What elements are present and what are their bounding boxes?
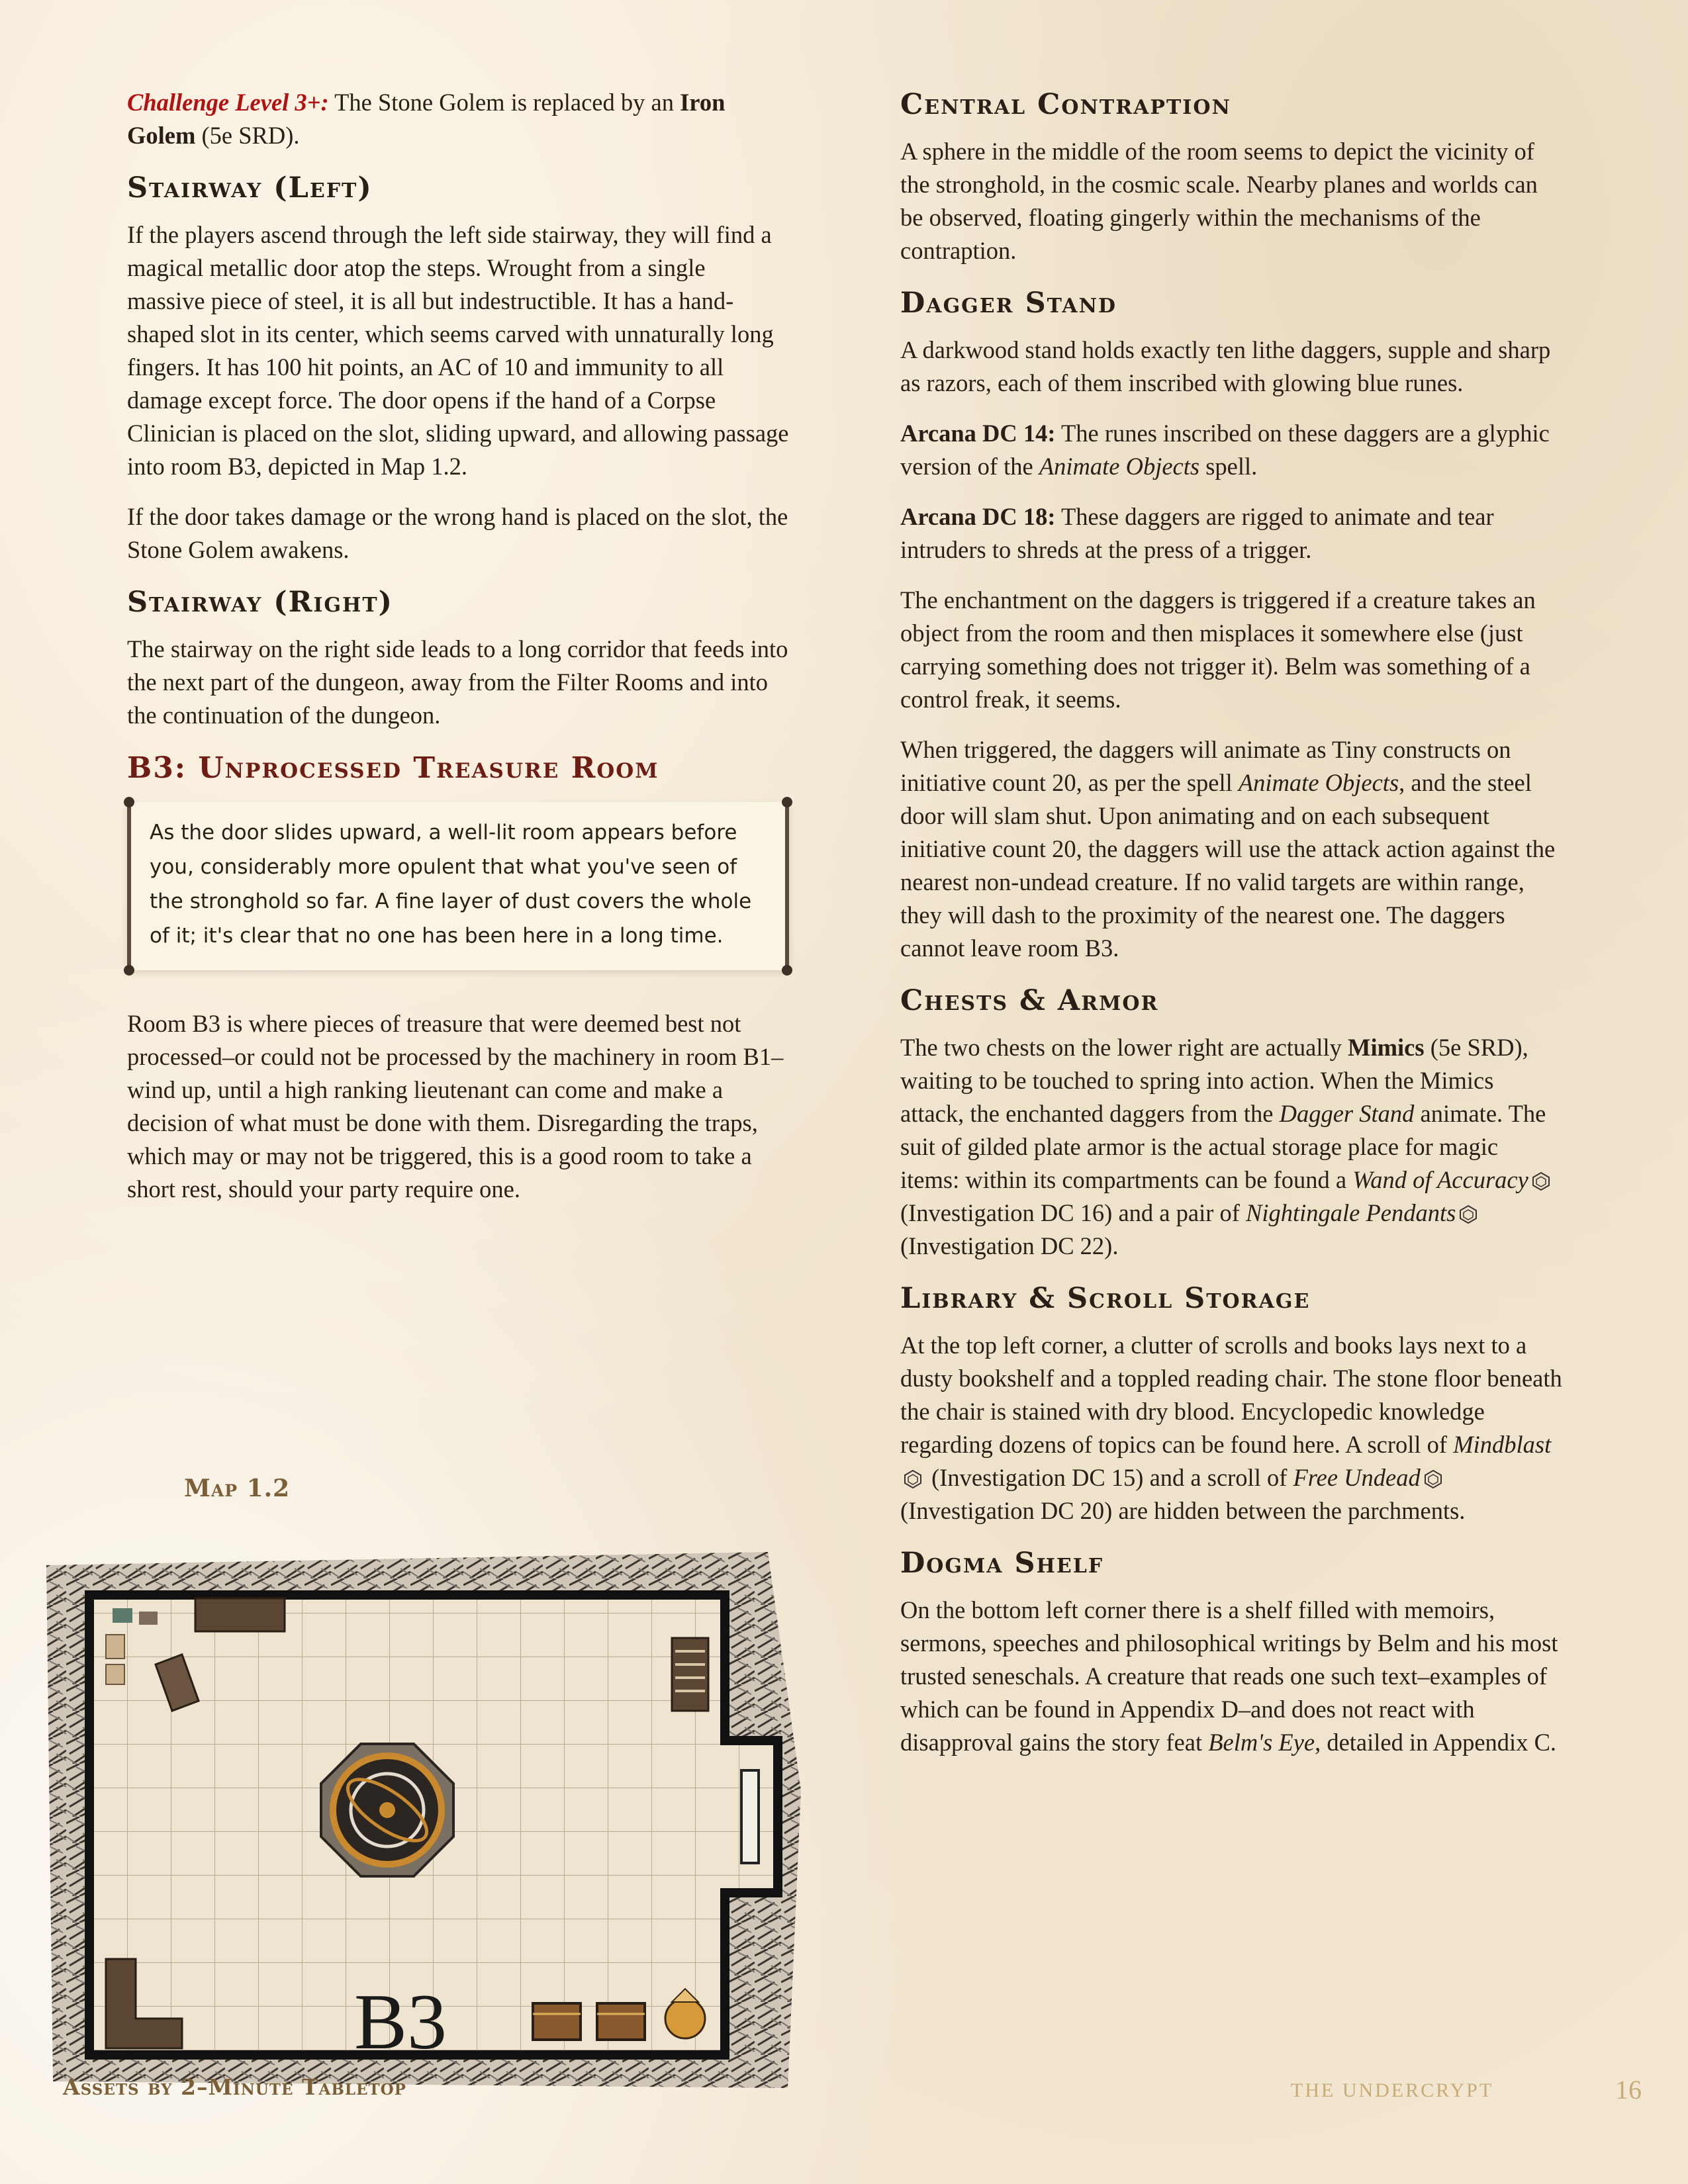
footer-book-title: THE UNDERCRYPT xyxy=(1291,2079,1494,2101)
stairway-right-heading: Stairway (Right) xyxy=(127,586,394,619)
stairway-left-heading: Stairway (Left) xyxy=(127,171,373,205)
dagger-stand-paragraph-1: A darkwood stand holds exactly ten lithe daggers, supple and sharp as razors, each of them inscribed with glowing blue runes. xyxy=(900,336,1551,396)
central-contraption-heading: Central Contraption xyxy=(900,88,1231,121)
corner-rivet-icon xyxy=(124,965,134,976)
left-column xyxy=(127,86,789,1223)
b3-room-heading: B3: Unprocessed Treasure Room xyxy=(127,751,659,785)
chests-armor-heading: Chests & Armor xyxy=(900,984,1159,1017)
page-number: 16 xyxy=(1615,2075,1642,2105)
arcana-dc14-paragraph: Arcana DC 14: The runes inscribed on these daggers are a glyphic version of the Animate Objects spell. xyxy=(900,420,1550,480)
dagger-stand-icon xyxy=(672,1638,708,1711)
right-column xyxy=(900,86,1562,1776)
corner-rivet-icon xyxy=(782,965,792,976)
iron-golem-link: Iron Golem xyxy=(127,89,726,149)
footer-credit: Assets by 2–Minute Tabletop xyxy=(63,2074,406,2100)
dagger-stand-paragraph-3: When triggered, the daggers will animate as Tiny constructs on initiative count 20, as per the spell Animate Objects, and the steel door will slam shut. Upon animating and on each subsequent initiative count 20, the daggers will use the attack action against the nearest non-undead creature. If no valid targets are within range, they will dash to the proximity of the nearest one. The daggers cannot leave room B3. xyxy=(900,736,1556,962)
library-heading: Library & Scroll Storage xyxy=(900,1282,1311,1315)
chest-icon xyxy=(597,2003,645,2040)
magic-item-icon xyxy=(1423,1469,1443,1489)
stairway-left-paragraph-1: If the players ascend through the left side stairway, they will find a magical metallic door atop the steps. Wrought from a single massive piece of steel, it is all but indestructible. It has a hand-shaped slot in its center, which seems carved with unnaturally long fingers. It has 100 hit points, an AC of 10 and immunity to all damage except force. The door opens if the hand of a Corpse Clinician is placed on the slot, sliding upward, and allowing passage into room B3, depicted in Map 1.2. xyxy=(127,221,789,480)
dagger-stand-heading: Dagger Stand xyxy=(900,287,1117,320)
room-map xyxy=(40,1525,808,2095)
chest-icon xyxy=(533,2003,581,2040)
central-contraption-paragraph: A sphere in the middle of the room seems to depict the vicinity of the stronghold, in the cosmic scale. Nearby planes and worlds can be observed, floating gingerly within the mechanisms of the contraption. xyxy=(900,138,1538,264)
challenge-label: Challenge Level 3+: xyxy=(127,89,329,116)
stairway-right-paragraph: The stairway on the right side leads to a long corridor that feeds into the next part of the dungeon, away from the Filter Rooms and into the continuation of the dungeon. xyxy=(127,635,788,729)
magic-item-icon xyxy=(1458,1205,1478,1224)
magic-item-icon xyxy=(903,1469,923,1489)
read-aloud-text: As the door slides upward, a well-lit room appears before you, considerably more opulent that what you've seen of the stronghold so far. A fine layer of dust covers the whole of it; it's clear that no one has been here in a long time. xyxy=(150,821,752,948)
stairway-left-paragraph-2: If the door takes damage or the wrong hand is placed on the slot, the Stone Golem awakens. xyxy=(127,503,788,563)
corner-rivet-icon xyxy=(782,797,792,807)
library-paragraph: At the top left corner, a clutter of scrolls and books lays next to a dusty bookshelf and a toppled reading chair. The stone floor beneath the chair is stained with dry blood. Encyclopedic knowledge regarding dozens of topics can be found here. A scroll of Mindblast (Investigation DC 15) and a scroll of Free Undead (Investigation DC 20) are hidden between the parchments. xyxy=(900,1332,1562,1524)
read-aloud-box xyxy=(127,802,789,970)
map-label: Map 1.2 xyxy=(184,1475,291,1502)
corner-rivet-icon xyxy=(124,797,134,807)
dogma-shelf-heading: Dogma Shelf xyxy=(900,1547,1104,1580)
dagger-stand-paragraph-2: The enchantment on the daggers is triggered if a creature takes an object from the room and then misplaces it somewhere else (just carrying something does not trigger it). Belm was something of a control freak, it seems. xyxy=(900,586,1536,713)
central-contraption-icon xyxy=(321,1744,453,1876)
room-label: B3 xyxy=(354,1978,447,2066)
challenge-paragraph: Challenge Level 3+: The Stone Golem is replaced by an Iron Golem (5e SRD). xyxy=(127,89,726,149)
magic-item-icon xyxy=(1531,1171,1551,1191)
arcana-dc18-paragraph: Arcana DC 18: These daggers are rigged to animate and tear intruders to shreds at the press of a trigger. xyxy=(900,503,1494,563)
chests-armor-paragraph: The two chests on the lower right are actually Mimics (5e SRD), waiting to be touched to spring into action. When the Mimics attack, the enchanted daggers from the Dagger Stand animate. The suit of gilded plate armor is the actual storage place for magic items: within its compartments can be found a Wand of Accuracy (Investigation DC 16) and a pair of Nightingale Pendants (Investigation DC 22). xyxy=(900,1031,1562,1263)
b3-room-paragraph: Room B3 is where pieces of treasure that were deemed best not processed–or could not be processed by the machinery in room B1–wind up, until a high ranking lieutenant can come and make a decision of what must be done with them. Disregarding the traps, which may or may not be triggered, this is a good room to take a short rest, should your party require one. xyxy=(127,1010,784,1203)
dogma-shelf-paragraph: On the bottom left corner there is a shelf filled with memoirs, sermons, speeches and philosophical writings by Belm and his most trusted seneschals. A creature that reads one such text–examples of which can be found in Appendix D–and does not react with disapproval gains the story feat Belm's Eye, detailed in Appendix C. xyxy=(900,1596,1558,1756)
